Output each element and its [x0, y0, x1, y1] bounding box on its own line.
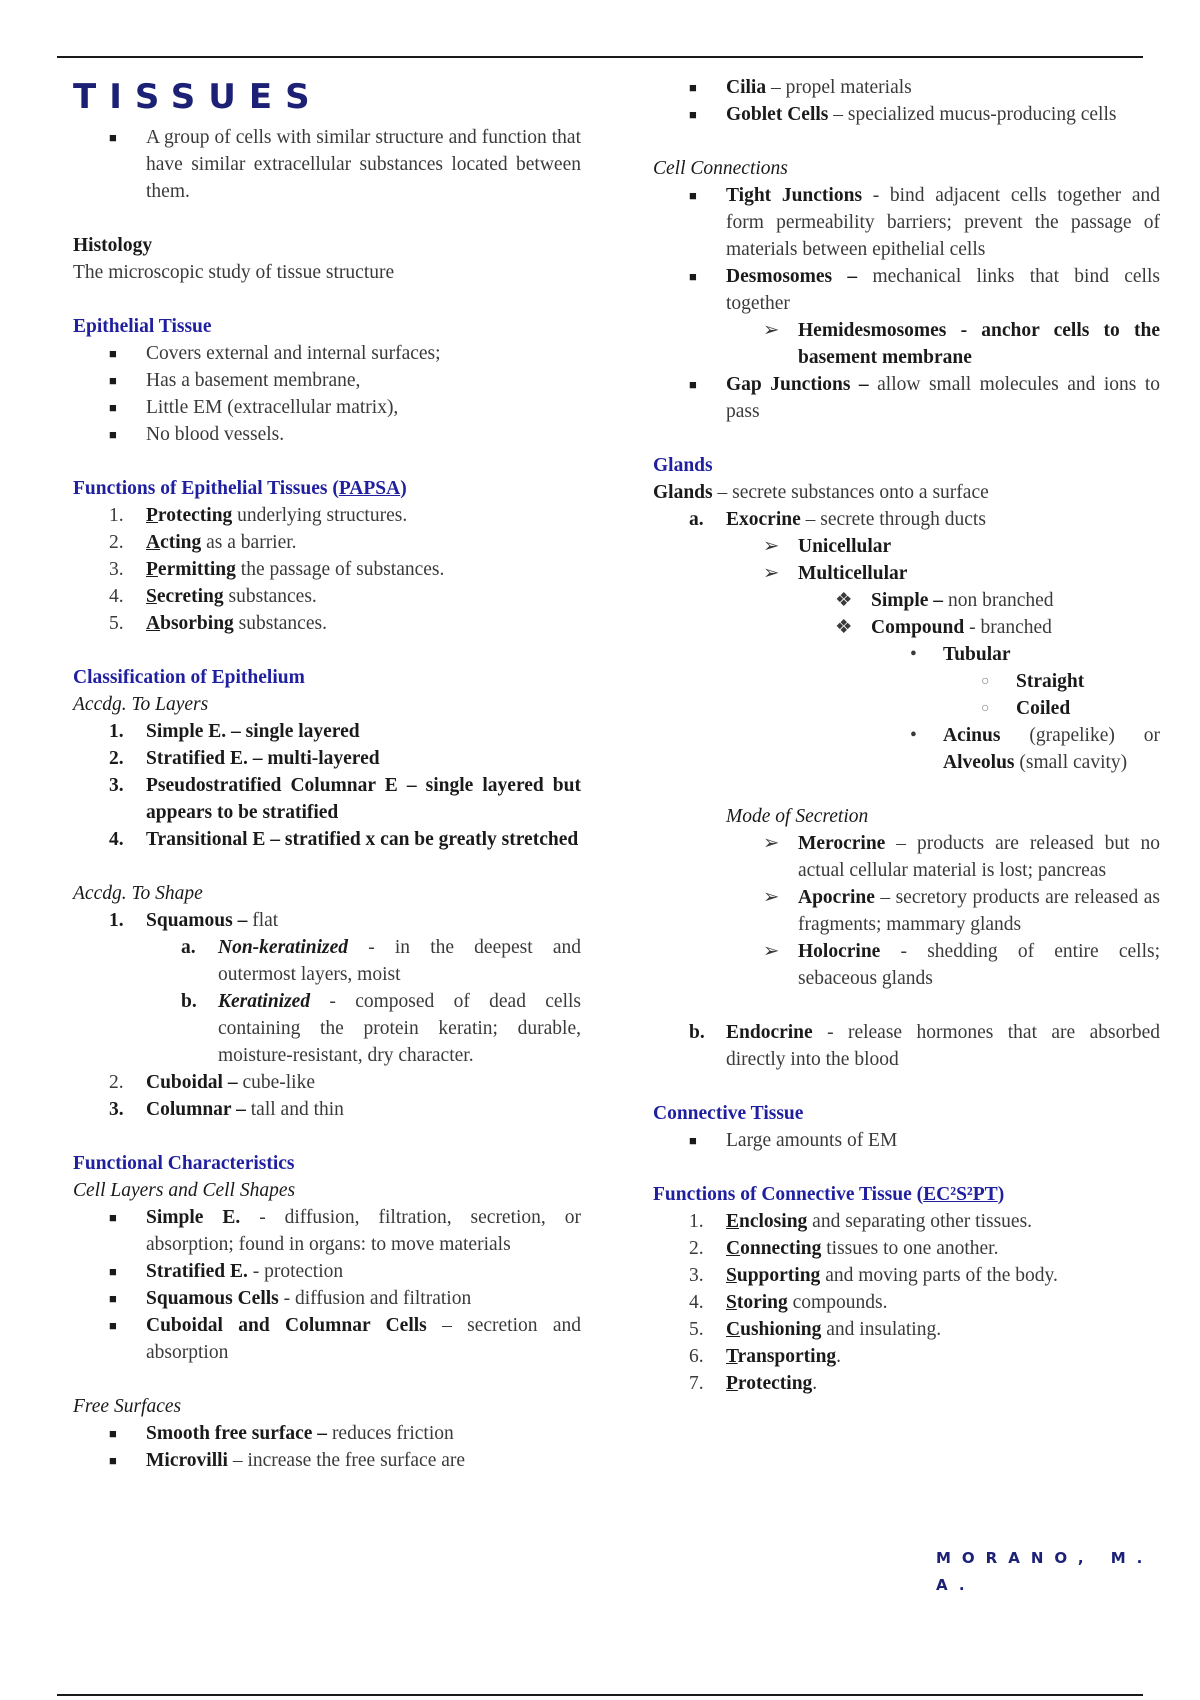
square-bullet-icon: ■ [109, 373, 117, 388]
shape-subheading: Accdg. To Shape [73, 883, 203, 904]
list-item: ❖ Compound - branched [653, 614, 1160, 641]
list-item: 5. Absorbing substances. [109, 613, 327, 634]
bottom-rule [57, 1694, 1143, 1696]
list-item: ■ Squamous Cells - diffusion and filtration [73, 1285, 581, 1312]
layers-list [73, 718, 581, 853]
mode-of-secretion-subheading: Mode of Secretion [726, 806, 869, 827]
diamond-bullet-icon: ❖ [835, 590, 853, 611]
list-item: 2. Acting as a barrier. [109, 532, 297, 553]
list-item: 3. Permitting the passage of substances. [109, 559, 445, 580]
list-item: ■ Has a basement membrane, [73, 367, 581, 394]
square-bullet-icon: ■ [689, 80, 697, 95]
free-surfaces-subheading: Free Surfaces [73, 1396, 182, 1417]
square-bullet-icon: ■ [689, 107, 697, 122]
papsa-heading: Functions of Epithelial Tissues (PAPSA) [73, 478, 407, 499]
histology-text: The microscopic study of tissue structure [73, 262, 395, 283]
list-item: ■ Simple E. - diffusion, filtration, secretion, or absorption; found in organs: to move materials [73, 1204, 581, 1258]
square-bullet-icon: ■ [109, 400, 117, 415]
list-item: ○ Straight [653, 668, 1160, 695]
square-bullet-icon: ■ [109, 427, 117, 442]
cell-connections-subheading: Cell Connections [653, 158, 788, 179]
page-title: TISSUES [73, 77, 323, 117]
list-item: ■ Stratified E. - protection [73, 1258, 581, 1285]
left-column [73, 70, 581, 1474]
arrow-bullet-icon: ➢ [763, 941, 780, 962]
arrow-bullet-icon: ➢ [763, 833, 780, 854]
free-surfaces-list-continued [653, 74, 1160, 128]
circle-bullet-icon: ○ [981, 701, 990, 716]
list-item: ➢ Apocrine – secretory products are released as fragments; mammary glands [653, 884, 1160, 938]
arrow-bullet-icon: ➢ [763, 563, 780, 584]
list-item: ■ Smooth free surface – reduces friction [73, 1420, 581, 1447]
list-item: 1. Simple E. – single layered [109, 721, 360, 742]
list-item: b. Keratinized - composed of dead cells containing the protein keratin; durable, moisture-resistant, dry character. [181, 991, 581, 1066]
epithelial-list [73, 340, 581, 448]
list-item: 6. Transporting. [689, 1346, 842, 1367]
square-bullet-icon: ■ [689, 377, 697, 392]
list-item: • Tubular [653, 641, 1160, 668]
square-bullet-icon: ■ [689, 269, 697, 284]
list-item: ■ Large amounts of EM [653, 1127, 1160, 1154]
square-bullet-icon: ■ [109, 1318, 117, 1333]
list-item: ❖ Simple – non branched [653, 587, 1160, 614]
list-item: ■ Covers external and internal surfaces; [73, 340, 581, 367]
right-column [653, 74, 1160, 1397]
list-item: 1. Enclosing and separating other tissues. [689, 1211, 1033, 1232]
free-surfaces-list [73, 1420, 581, 1474]
classification-heading: Classification of Epithelium [73, 667, 305, 688]
arrow-bullet-icon: ➢ [763, 320, 780, 341]
ecspt-heading: Functions of Connective Tissue (EC²S²PT) [653, 1184, 1005, 1205]
list-item: ➢ Unicellular [653, 533, 1160, 560]
list-item: 2. Connecting tissues to one another. [689, 1238, 999, 1259]
list-item: 3. Columnar – tall and thin [109, 1099, 344, 1120]
list-item: 1. Squamous – flat [109, 910, 279, 931]
square-bullet-icon: ■ [109, 1453, 117, 1468]
functional-list [73, 1204, 581, 1366]
list-item: ➢ Multicellular [653, 560, 1160, 587]
functional-subheading: Cell Layers and Cell Shapes [73, 1180, 296, 1201]
epithelial-heading: Epithelial Tissue [73, 316, 212, 337]
list-item: 2. Stratified E. – multi-layered [109, 748, 380, 769]
list-item: 2. Cuboidal – cube-like [109, 1072, 315, 1093]
list-item: ■ Cilia – propel materials [653, 74, 1160, 101]
square-bullet-icon: ■ [689, 1133, 697, 1148]
intro-text: A group of cells with similar structure and function that have similar extracellular substances located between them. [146, 127, 581, 202]
connective-heading: Connective Tissue [653, 1103, 804, 1124]
top-rule [57, 56, 1143, 58]
list-item: b. Endocrine - release hormones that are absorbed directly into the blood [689, 1022, 1160, 1070]
square-bullet-icon: ■ [109, 1264, 117, 1279]
layers-subheading: Accdg. To Layers [73, 694, 209, 715]
circle-bullet-icon: ○ [981, 674, 990, 689]
list-item: ■ Desmosomes – mechanical links that bind cells together [653, 263, 1160, 317]
list-item: 4. Secreting substances. [109, 586, 317, 607]
square-bullet-icon: ■ [109, 1426, 117, 1441]
list-item: • Acinus (grapelike) or Alveolus (small cavity) [653, 722, 1160, 776]
ecspt-list [653, 1208, 1160, 1397]
list-item: ➢ Merocrine – products are released but no actual cellular material is lost; pancreas [653, 830, 1160, 884]
dot-bullet-icon: • [910, 725, 917, 746]
list-item: ➢ Hemidesmosomes - anchor cells to the basement membrane [653, 317, 1160, 371]
list-item: 4. Storing compounds. [689, 1292, 888, 1313]
list-item: ■ No blood vessels. [73, 421, 581, 448]
list-item: ➢ Holocrine - shedding of entire cells; sebaceous glands [653, 938, 1160, 992]
arrow-bullet-icon: ➢ [763, 536, 780, 557]
square-bullet-icon: ■ [109, 130, 117, 145]
diamond-bullet-icon: ❖ [835, 617, 853, 638]
list-item: 5. Cushioning and insulating. [689, 1319, 942, 1340]
glands-heading: Glands [653, 455, 713, 476]
histology-heading: Histology [73, 235, 153, 256]
square-bullet-icon: ■ [109, 1210, 117, 1225]
list-item: 7. Protecting. [689, 1373, 818, 1394]
functional-heading: Functional Characteristics [73, 1153, 295, 1174]
list-item: ■ Goblet Cells – specialized mucus-producing cells [653, 101, 1160, 128]
square-bullet-icon: ■ [109, 346, 117, 361]
list-item: 1. Protecting underlying structures. [109, 505, 408, 526]
list-item: ○ Coiled [653, 695, 1160, 722]
list-item: a. Non-keratinized - in the deepest and outermost layers, moist [181, 937, 581, 985]
list-item: 3. Supporting and moving parts of the body. [689, 1265, 1058, 1286]
arrow-bullet-icon: ➢ [763, 887, 780, 908]
list-item: ■ Cuboidal and Columnar Cells – secretion and absorption [73, 1312, 581, 1366]
intro-item [73, 124, 581, 205]
square-bullet-icon: ■ [109, 1291, 117, 1306]
list-item: ■ Gap Junctions – allow small molecules and ions to pass [653, 371, 1160, 425]
list-item: 4. Transitional E – stratified x can be greatly stretched [109, 829, 579, 850]
papsa-list [73, 502, 581, 637]
list-item: ■ Tight Junctions - bind adjacent cells together and form permeability barriers; prevent the passage of materials between epithelial cells [653, 182, 1160, 263]
author-footer: MORANO, M. A. [936, 1549, 1154, 1594]
list-item: 3. Pseudostratified Columnar E – single layered but appears to be stratified [109, 775, 581, 823]
glands-definition: Glands – secrete substances onto a surface [653, 482, 989, 503]
square-bullet-icon: ■ [689, 188, 697, 203]
list-item: a. Exocrine – secrete through ducts [689, 509, 986, 530]
list-item: ■ Little EM (extracellular matrix), [73, 394, 581, 421]
dot-bullet-icon: • [910, 644, 917, 665]
list-item: ■ Microvilli – increase the free surface are [73, 1447, 581, 1474]
